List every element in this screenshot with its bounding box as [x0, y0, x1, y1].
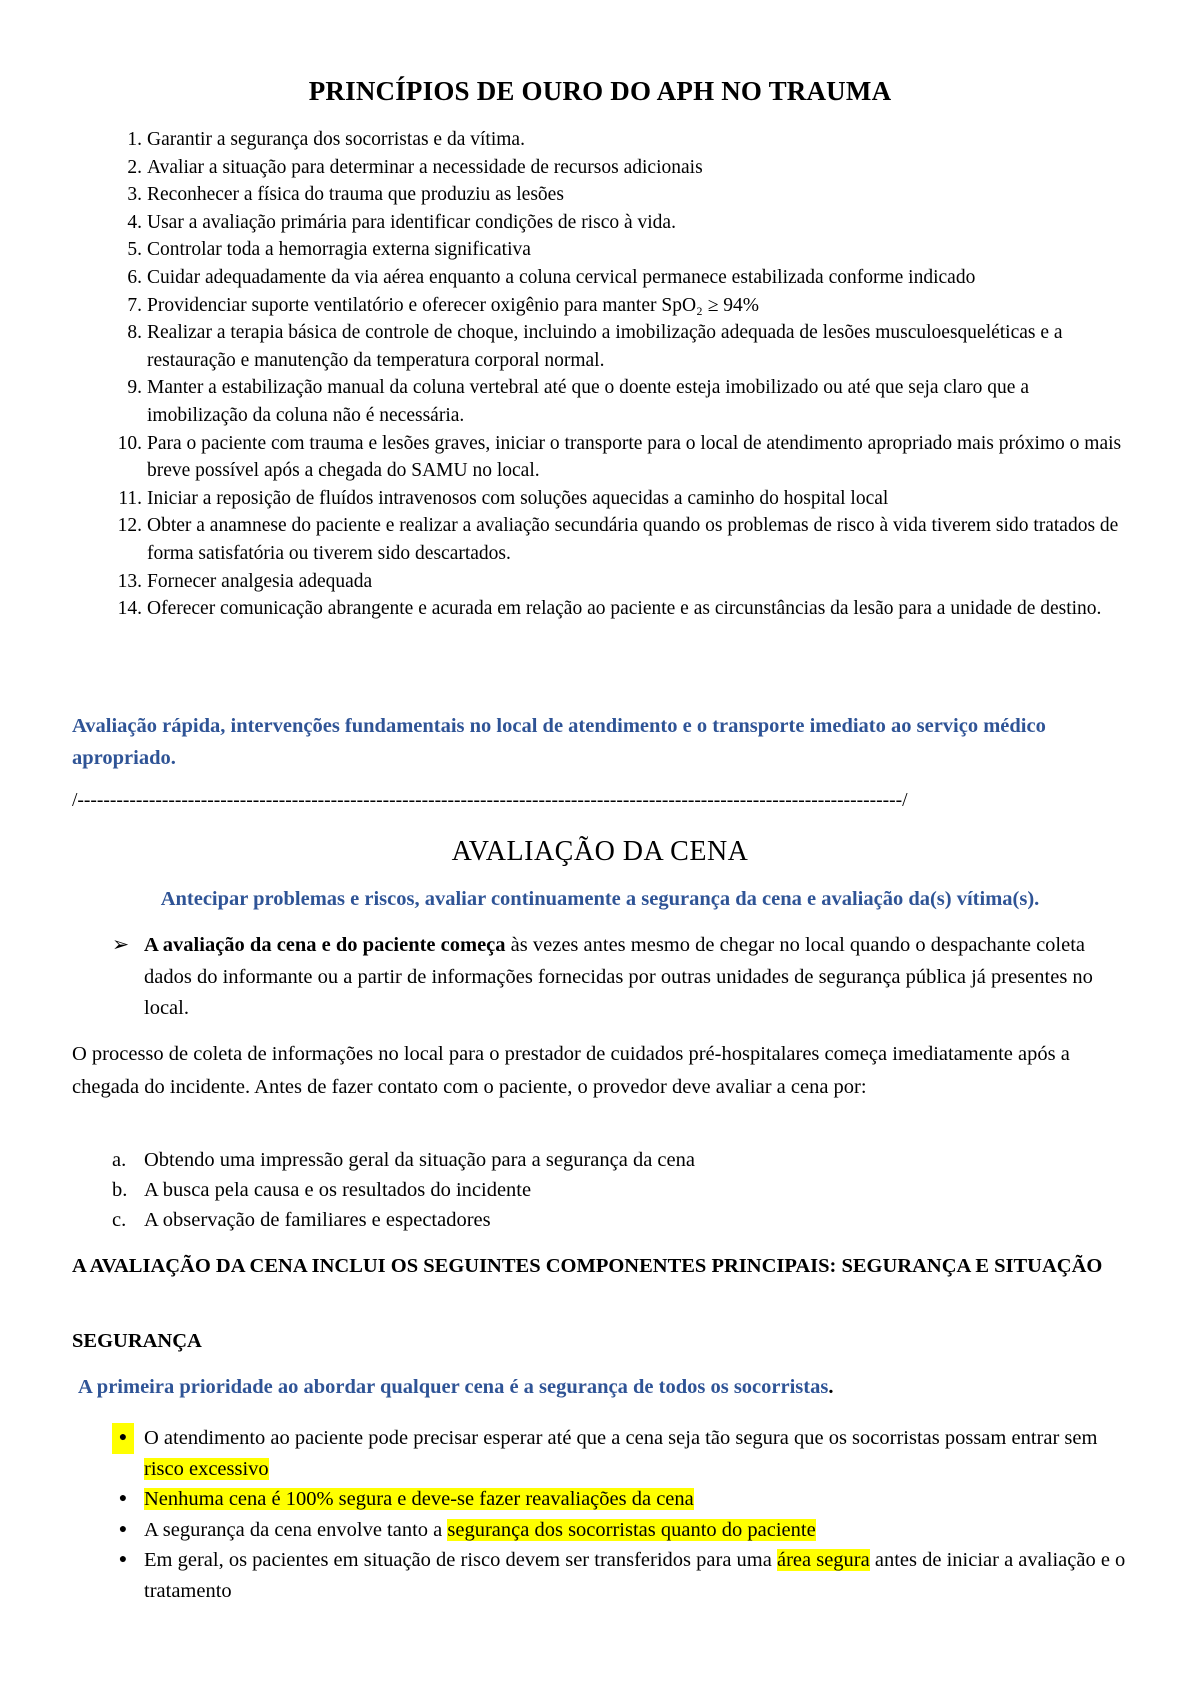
list-item: ● Em geral, os pacientes em situação de risco devem ser transferidos para uma área segura antes de iniciar a avaliação e o tratamento	[72, 1545, 1132, 1606]
first-priority-statement: A primeira prioridade ao abordar qualquer cena é a segurança de todos os socorristas.	[78, 1376, 834, 1398]
bullet-icon: ●	[118, 1552, 128, 1567]
highlighted-text: área segura	[776, 1549, 870, 1571]
list-item: 4. Usar a avaliação primária para identificar condições de risco à vida.	[127, 211, 676, 233]
list-item: b. A busca pela causa e os resultados do incidente	[112, 1179, 532, 1201]
bullet-icon: ●	[118, 1491, 128, 1506]
list-item: 7. Providenciar suporte ventilatório e oferecer oxigênio para manter SpO₂ ≥ 94%	[127, 294, 760, 316]
highlighted-text: segurança dos socorristas quanto do paciente	[447, 1518, 816, 1541]
arrow-bullet-icon: ➢	[112, 934, 130, 956]
list-item: 6. Cuidar adequadamente da via aérea enquanto a coluna cervical permanece estabilizada conforme indicado	[127, 266, 976, 288]
list-item: ● A segurança da cena envolve tanto a segurança dos socorristas quanto do paciente	[72, 1515, 1132, 1546]
section-divider: /-------------------------------------------------------------------------------------------------------------------------------/	[72, 790, 908, 811]
arrow-bullet-text: às vezes antes mesmo de chegar no local quando o despachante coleta dados do informante ou a partir de informações fornecidas por outras unidades de segurança pública já presentes no local.	[144, 934, 1093, 1019]
list-item	[72, 1484, 1132, 1515]
info-gathering-paragraph: O processo de coleta de informações no local para o prestador de cuidados pré-hospitalares começa imediatamente após a chegada do incidente. Antes de fazer contato com o paciente, o provedor deve avaliar a cena por:	[72, 1043, 1070, 1098]
list-item: 1. Garantir a segurança dos socorristas e da vítima.	[127, 129, 525, 150]
highlighted-text: risco excessivo	[144, 1457, 269, 1480]
scene-assessment-title: AVALIAÇÃO DA CENA	[451, 836, 749, 867]
list-item: a. Obtendo uma impressão geral da situação para a segurança da cena	[112, 1149, 695, 1171]
list-item: 11. Iniciar a reposição de fluídos intravenosos com soluções aquecidas a caminho do hospital local	[118, 487, 889, 509]
principles-list	[72, 126, 1132, 623]
list-item: 13. Fornecer analgesia adequada	[117, 570, 373, 592]
safety-heading: SEGURANÇA	[72, 1330, 202, 1352]
scene-assessment-subtitle: Antecipar problemas e riscos, avaliar continuamente a segurança da cena e avaliação da(s) vítima(s).	[160, 888, 1040, 910]
bullet-icon: ●	[118, 1521, 128, 1537]
list-item: c. A observação de familiares e espectadores	[112, 1209, 491, 1231]
principles-title: PRINCÍPIOS DE OURO DO APH NO TRAUMA	[308, 76, 892, 106]
components-heading: A AVALIAÇÃO DA CENA INCLUI OS SEGUINTES COMPONENTES PRINCIPAIS: SEGURANÇA E SITUAÇÃO	[72, 1255, 1103, 1277]
list-item: 2. Avaliar a situação para determinar a necessidade de recursos adicionais	[127, 156, 703, 178]
alpha-list	[72, 1145, 1132, 1235]
bullet-icon: ●	[112, 1423, 134, 1454]
list-item: 12. Obter a anamnese do paciente e realizar a avaliação secundária quando os problemas de risco à vida tiverem sido tratados de forma satisfatória ou tiverem sido descartados.	[117, 515, 1119, 564]
list-item: ● O atendimento ao paciente pode precisar esperar até que a cena seja tão segura que os socorristas possam entrar sem risco excessivo	[72, 1423, 1132, 1484]
safety-bullets	[72, 1423, 1132, 1606]
list-item: 14. Oferecer comunicação abrangente e acurada em relação ao paciente e as circunstâncias da lesão para a unidade de destino.	[117, 598, 1102, 620]
list-item: 8. Realizar a terapia básica de controle de choque, incluindo a imobilização adequada de lesões musculoesqueléticas e a restauração e manutenção da temperatura corporal normal.	[127, 322, 1063, 371]
highlighted-text: Nenhuma cena é 100% segura e deve-se fazer reavaliações da cena	[144, 1488, 694, 1510]
arrow-bullet-bold: A avaliação da cena e do paciente começa	[144, 934, 506, 956]
list-item: 9. Manter a estabilização manual da coluna vertebral até que o doente esteja imobilizado ou até que seja claro que a imobilização da coluna não é necessária.	[127, 377, 1029, 426]
list-item: 3. Reconhecer a física do trauma que produziu as lesões	[127, 184, 564, 206]
list-item: 10. Para o paciente com trauma e lesões graves, iniciar o transporte para o local de atendimento apropriado mais próximo o mais breve possível após a chegada do SAMU no local.	[117, 432, 1122, 482]
rapid-assessment-emphasis: Avaliação rápida, intervenções fundamentais no local de atendimento e o transporte imediato ao serviço médico apropriado.	[72, 715, 1046, 769]
arrow-bullet-paragraph	[72, 930, 1132, 1025]
list-item: 5. Controlar toda a hemorragia externa significativa	[127, 239, 531, 261]
